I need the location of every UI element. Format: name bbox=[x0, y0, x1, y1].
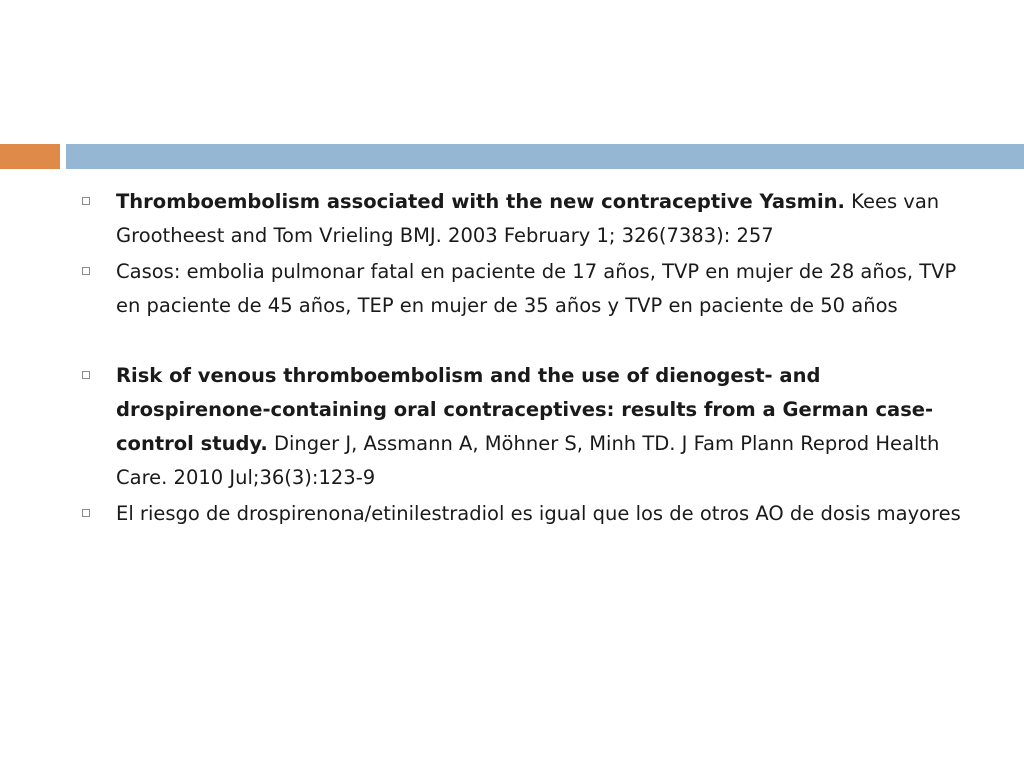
citation-title: Risk of venous thromboembolism and the use of dienogest- and drospirenone-containing oral contraceptives: results from a German case-control study. bbox=[116, 364, 934, 455]
accent-bar-blue bbox=[66, 144, 1024, 169]
square-bullet-icon bbox=[82, 371, 90, 379]
bullet-list bbox=[80, 185, 970, 533]
bullet-text: Casos: embolia pulmonar fatal en paciente de 17 años, TVP en mujer de 28 años, TVP en paciente de 45 años, TEP en mujer de 35 años y TVP en paciente de 50 años bbox=[116, 260, 957, 317]
square-bullet-icon bbox=[82, 267, 90, 275]
square-bullet-icon bbox=[82, 509, 90, 517]
accent-bar-orange bbox=[0, 144, 60, 169]
bullet-item bbox=[80, 497, 970, 531]
citation-authors: Dinger J, Assmann A, Möhner S, Minh TD. J Fam Plann Reprod Health Care. 2010 Jul;36(3):123-9 bbox=[116, 432, 940, 489]
citation-title: Thromboembolism associated with the new contraceptive Yasmin. bbox=[116, 190, 845, 213]
citation-authors: Kees van Grootheest and Tom Vrieling BMJ. 2003 February 1; 326(7383): 257 bbox=[116, 190, 940, 247]
bullet-item bbox=[80, 185, 970, 253]
bullet-text: El riesgo de drospirenona/etinilestradiol es igual que los de otros AO de dosis mayores bbox=[116, 502, 961, 525]
square-bullet-icon bbox=[82, 197, 90, 205]
bullet-item bbox=[80, 359, 970, 495]
bullet-item bbox=[80, 255, 970, 323]
